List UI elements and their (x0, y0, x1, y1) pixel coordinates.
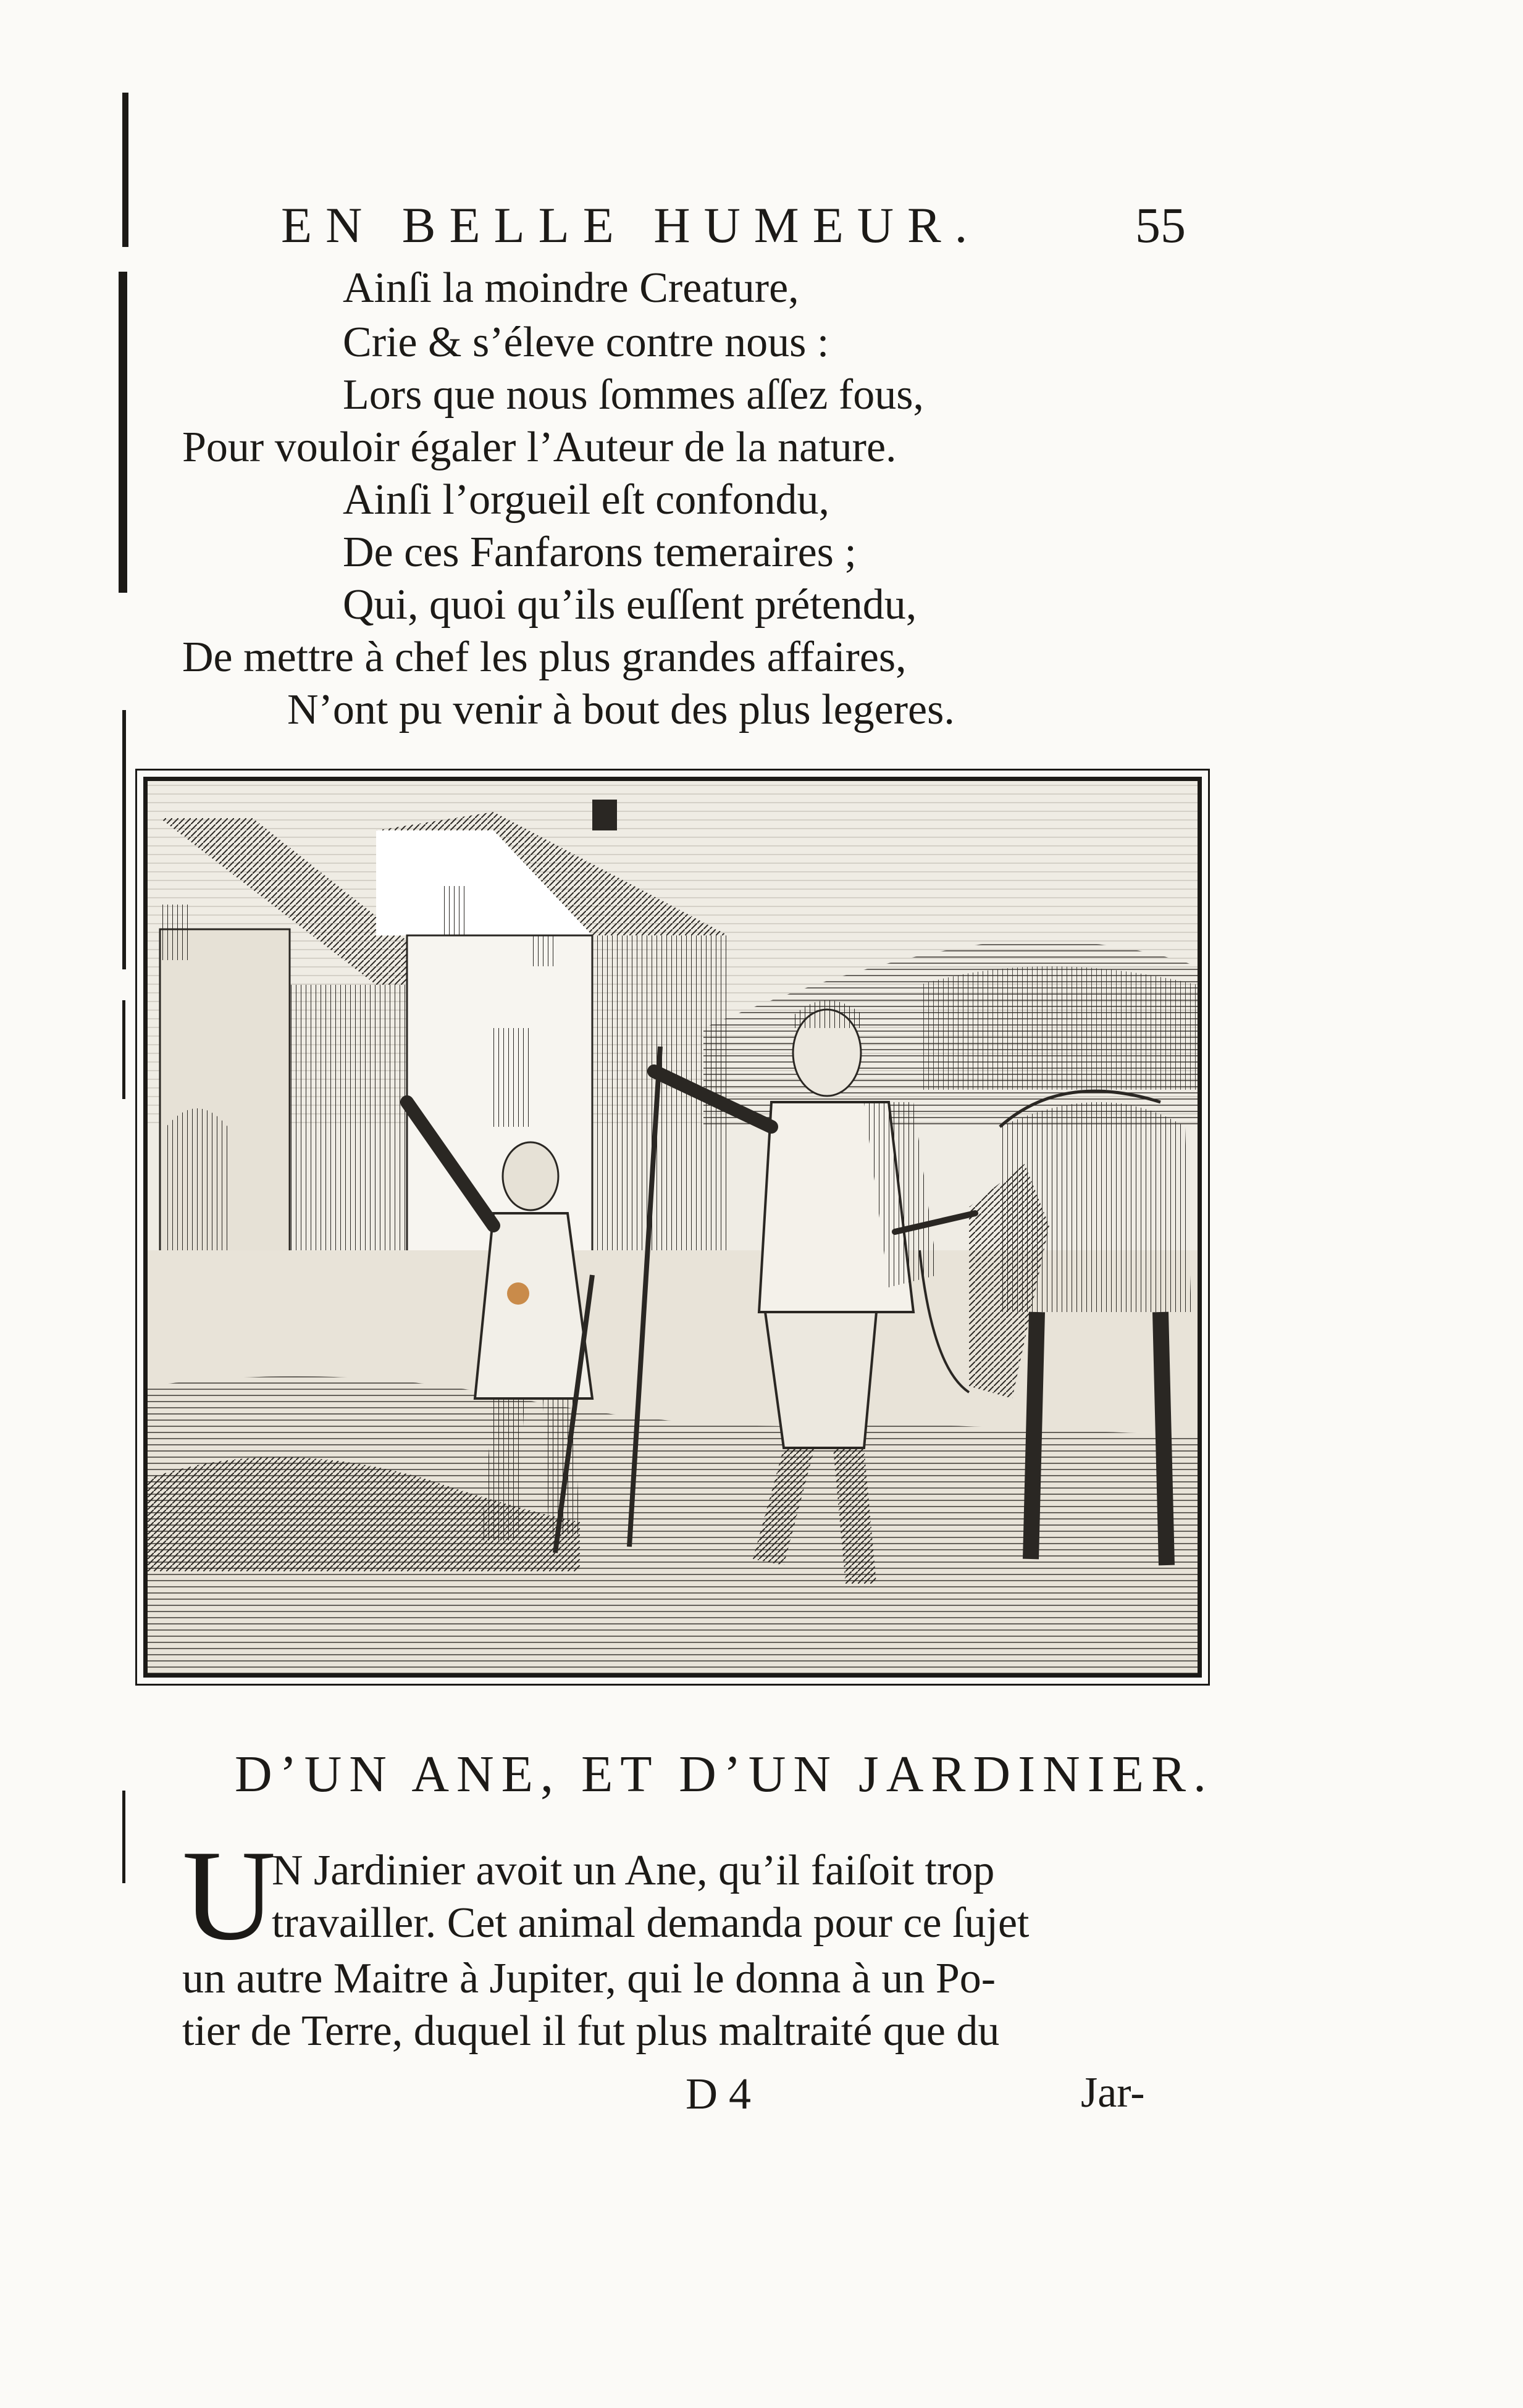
verse-line: N’ont pu venir à bout des plus legeres. (287, 686, 955, 734)
verse-line: Lors que nous ſommes aſſez fous, (343, 371, 924, 419)
scan-edge-mark (122, 1000, 125, 1099)
trees (920, 966, 1198, 1090)
scan-edge-mark (122, 93, 128, 247)
page-number: 55 (1135, 197, 1186, 253)
verse-line: De ces Fanfarons temeraires ; (343, 529, 857, 576)
house-window (531, 935, 555, 966)
scan-edge-mark (122, 710, 126, 969)
engraving-illustration (143, 777, 1202, 1678)
running-title: EN BELLE HUMEUR. (281, 197, 981, 253)
engraving-scene (148, 781, 1198, 1673)
verse-line: Qui, quoi qu’ils euſſent prétendu, (343, 581, 917, 629)
signature-mark: D 4 (686, 2069, 751, 2118)
catchword: Jar- (1081, 2069, 1145, 2117)
house-window (370, 1040, 395, 1096)
verse-line: De mettre à chef les plus grandes affaires, (182, 633, 907, 681)
house-window (160, 905, 191, 960)
house-window (308, 1040, 333, 1096)
verse-line: Ainſi la moindre Creature, (343, 264, 799, 312)
verse-line: Crie & s’éleve contre nous : (343, 319, 829, 366)
verse-line: Pour vouloir égaler l’Auteur de la nature. (182, 424, 897, 471)
text-line: travailler. Cet animal demanda pour ce ſujet (272, 1899, 1030, 1947)
chimney (592, 800, 617, 830)
house-window (444, 886, 469, 935)
drop-cap: U (182, 1824, 276, 1967)
verse-line: Ainſi l’orgueil eſt confondu, (343, 476, 830, 524)
house-door-center (493, 1028, 531, 1127)
scan-edge-mark (122, 1791, 125, 1883)
running-header (281, 196, 1186, 258)
scan-edge-mark (119, 272, 127, 593)
text-line: N Jardinier avoit un Ane, qu’il faiſoit trop (272, 1847, 995, 1894)
text-line: un autre Maitre à Jupiter, qui le donna à un Po- (182, 1955, 996, 2002)
text-line: tier de Terre, duquel il fut plus maltraité que du (182, 2007, 1000, 2055)
house-door-left (166, 1108, 228, 1275)
fable-title: D’UN ANE, ET D’UN JARDINIER. (235, 1745, 1214, 1803)
